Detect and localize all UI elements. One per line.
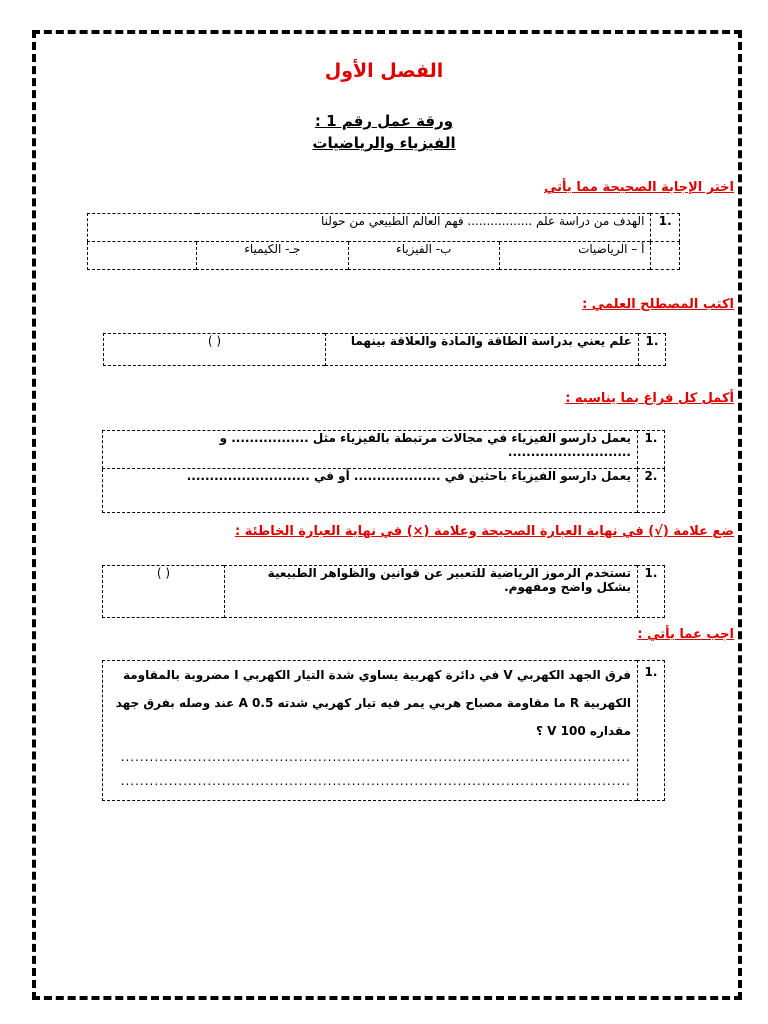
truefalse-table bbox=[102, 565, 665, 618]
worksheet-topic-text: الفيزياء والرياضيات bbox=[312, 134, 456, 152]
section-multiple-choice-heading: اختر الإجابة الصحيحة مما يأتي bbox=[544, 180, 734, 195]
page-border bbox=[32, 30, 742, 1000]
option-b[interactable]: ب- الفيزياء bbox=[348, 242, 499, 270]
question-number: .1 bbox=[638, 661, 665, 801]
problem-table bbox=[102, 660, 665, 801]
section-term-heading: اكتب المصطلح العلمي : bbox=[582, 297, 734, 312]
question-text[interactable]: يعمل دارسو الفيزياء في مجالات مرتبطة بالفيزياء مثل ................. و ........................... bbox=[103, 431, 638, 469]
problem-line-2: الكهربية R ما مقاومة مصباح هربي يمر فيه تيار كهربي شدته 0.5 A عند وصله بفرق جهد bbox=[115, 696, 631, 710]
question-number: .1 bbox=[638, 431, 665, 469]
option-a[interactable]: أ – الرياضيات bbox=[499, 242, 650, 270]
question-text: تستخدم الرموز الرياضية للتعبير عن قوانين والظواهر الطبيعية بشكل واضح ومفهوم. bbox=[225, 566, 638, 618]
worksheet-topic bbox=[0, 134, 768, 152]
question-number: .1 bbox=[638, 566, 665, 618]
answer-line[interactable]: .......................................................................................................... bbox=[120, 750, 631, 764]
question-text[interactable]: يعمل دارسو الفيزياء باحثين في ................... أو في ........................... bbox=[103, 469, 638, 513]
worksheet-number bbox=[0, 112, 768, 130]
term-table bbox=[103, 333, 666, 366]
answer-line[interactable]: .......................................................................................................... bbox=[120, 774, 631, 788]
fill-table bbox=[102, 430, 665, 513]
question-number: .1 bbox=[651, 214, 680, 242]
section-answer-heading: اجب عما يأتي : bbox=[637, 627, 734, 642]
answer-blank[interactable]: ( ) bbox=[104, 334, 326, 366]
worksheet-number-text: ورقة عمل رقم 1 : bbox=[314, 112, 454, 130]
option-c[interactable]: جـ- الكيمياء bbox=[197, 242, 348, 270]
problem-line-1: فرق الجهد الكهربي V في دائرة كهربية يساوي شدة التيار الكهربي I مضروبة بالمقاومة bbox=[122, 668, 631, 682]
problem-line-3: مقداره 100 V ؟ bbox=[536, 724, 631, 738]
problem-body bbox=[103, 661, 638, 801]
answer-blank[interactable]: ( ) bbox=[103, 566, 225, 618]
section-truefalse-heading: ضع علامة (√) في نهاية العبارة الصحيحة وعلامة (×) في نهاية العبارة الخاطئة : bbox=[235, 524, 734, 539]
question-text: علم يعني بدراسة الطاقة والمادة والعلاقة بينهما bbox=[326, 334, 639, 366]
chapter-title: الفصل الأول bbox=[324, 60, 444, 82]
question-number: .2 bbox=[638, 469, 665, 513]
section-fill-heading: أكمل كل فراغ بما يناسبه : bbox=[565, 391, 734, 406]
question-number: .1 bbox=[639, 334, 666, 366]
multiple-choice-table bbox=[87, 213, 680, 270]
question-text: الهدف من دراسة علم ................. فهم العالم الطبيعي من حولنا bbox=[88, 214, 651, 242]
